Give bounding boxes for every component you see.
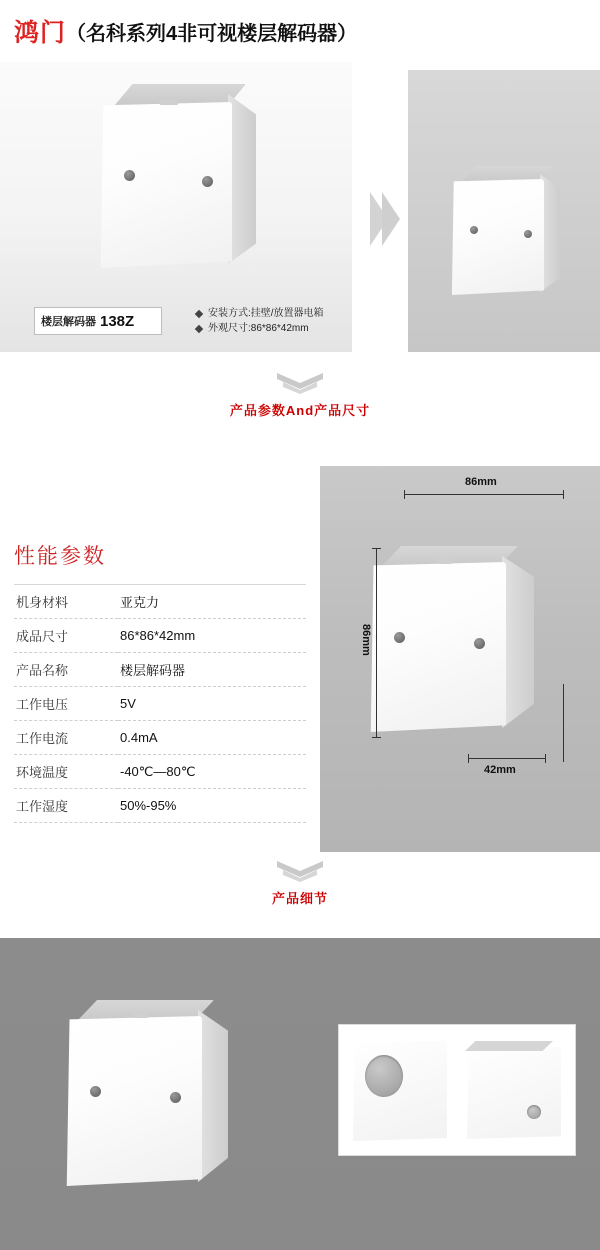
dimension-width-label: 86mm: [465, 476, 497, 488]
spec-key: 环境温度: [14, 755, 118, 789]
section-separator-parameters: [0, 372, 600, 419]
product-image-main: [92, 84, 262, 284]
product-image-dimensions: [362, 546, 552, 746]
chevron-down-icon: [277, 860, 323, 882]
section-separator-detail: [0, 860, 600, 907]
brand-name: 鸿门: [14, 18, 67, 47]
model-chip-value: 138Z: [100, 312, 135, 330]
table-row: [14, 585, 306, 619]
page-title: 名科系列4非可视楼层解码器: [86, 22, 338, 45]
spec-value: 5V: [118, 687, 306, 721]
spec-key: 工作湿度: [14, 789, 118, 823]
title-open-paren: （: [66, 22, 87, 45]
spec-key: 工作电压: [14, 687, 118, 721]
bullet-text: 外观尺寸:86*86*42mm: [208, 323, 309, 334]
spec-key: 机身材料: [14, 585, 118, 619]
detail-closeup-card: [338, 1024, 576, 1156]
spec-value: 亚克力: [118, 585, 306, 619]
product-image-secondary: [446, 166, 566, 306]
table-row: [14, 653, 306, 687]
spec-table: [14, 584, 306, 823]
hole-closeup-small-icon: [527, 1105, 541, 1119]
separator-label: 产品细节: [271, 891, 328, 906]
closeup-left: [351, 1041, 447, 1141]
table-row: [14, 721, 306, 755]
model-chip-label: 楼层解码器: [41, 316, 96, 328]
hole-closeup-icon: [365, 1055, 403, 1097]
spec-key: 工作电流: [14, 721, 118, 755]
closeup-right: [465, 1047, 561, 1139]
product-image-detail: [58, 1000, 248, 1200]
model-chip: [34, 307, 162, 335]
feature-header-box: [408, 62, 600, 70]
spec-value: -40℃—80℃: [118, 755, 306, 789]
bullet-text: 安装方式:挂壁/放置器电箱: [208, 308, 324, 319]
arrow-right-icon: [368, 190, 402, 248]
list-item: [196, 306, 324, 321]
hero-photo-right: [408, 70, 600, 352]
spec-value: 86*86*42mm: [118, 619, 306, 653]
page-header: [0, 0, 600, 62]
spec-key: 成品尺寸: [14, 619, 118, 653]
product-detail-band: [0, 938, 600, 1250]
spec-value: 50%-95%: [118, 789, 306, 823]
dimension-depth-label: 42mm: [484, 764, 516, 776]
table-row: [14, 687, 306, 721]
title-close-paren: ）: [337, 22, 358, 45]
diamond-bullet-icon: [195, 324, 203, 332]
table-row: [14, 789, 306, 823]
spec-value: 楼层解码器: [118, 653, 306, 687]
list-item: [196, 321, 324, 336]
spec-key: 产品名称: [14, 653, 118, 687]
table-row: [14, 619, 306, 653]
chevron-down-icon: [277, 372, 323, 394]
diamond-bullet-icon: [195, 309, 203, 317]
spec-value: 0.4mA: [118, 721, 306, 755]
separator-label: 产品参数And产品尺寸: [229, 403, 371, 418]
hero-bullet-list: [196, 306, 324, 336]
performance-parameters: [14, 540, 306, 823]
table-row: [14, 755, 306, 789]
section-title: 性能参数: [14, 545, 106, 568]
dimension-figure: [320, 466, 600, 852]
dimension-height-label: 86mm: [360, 624, 372, 656]
closeup-right-top: [465, 1041, 553, 1051]
